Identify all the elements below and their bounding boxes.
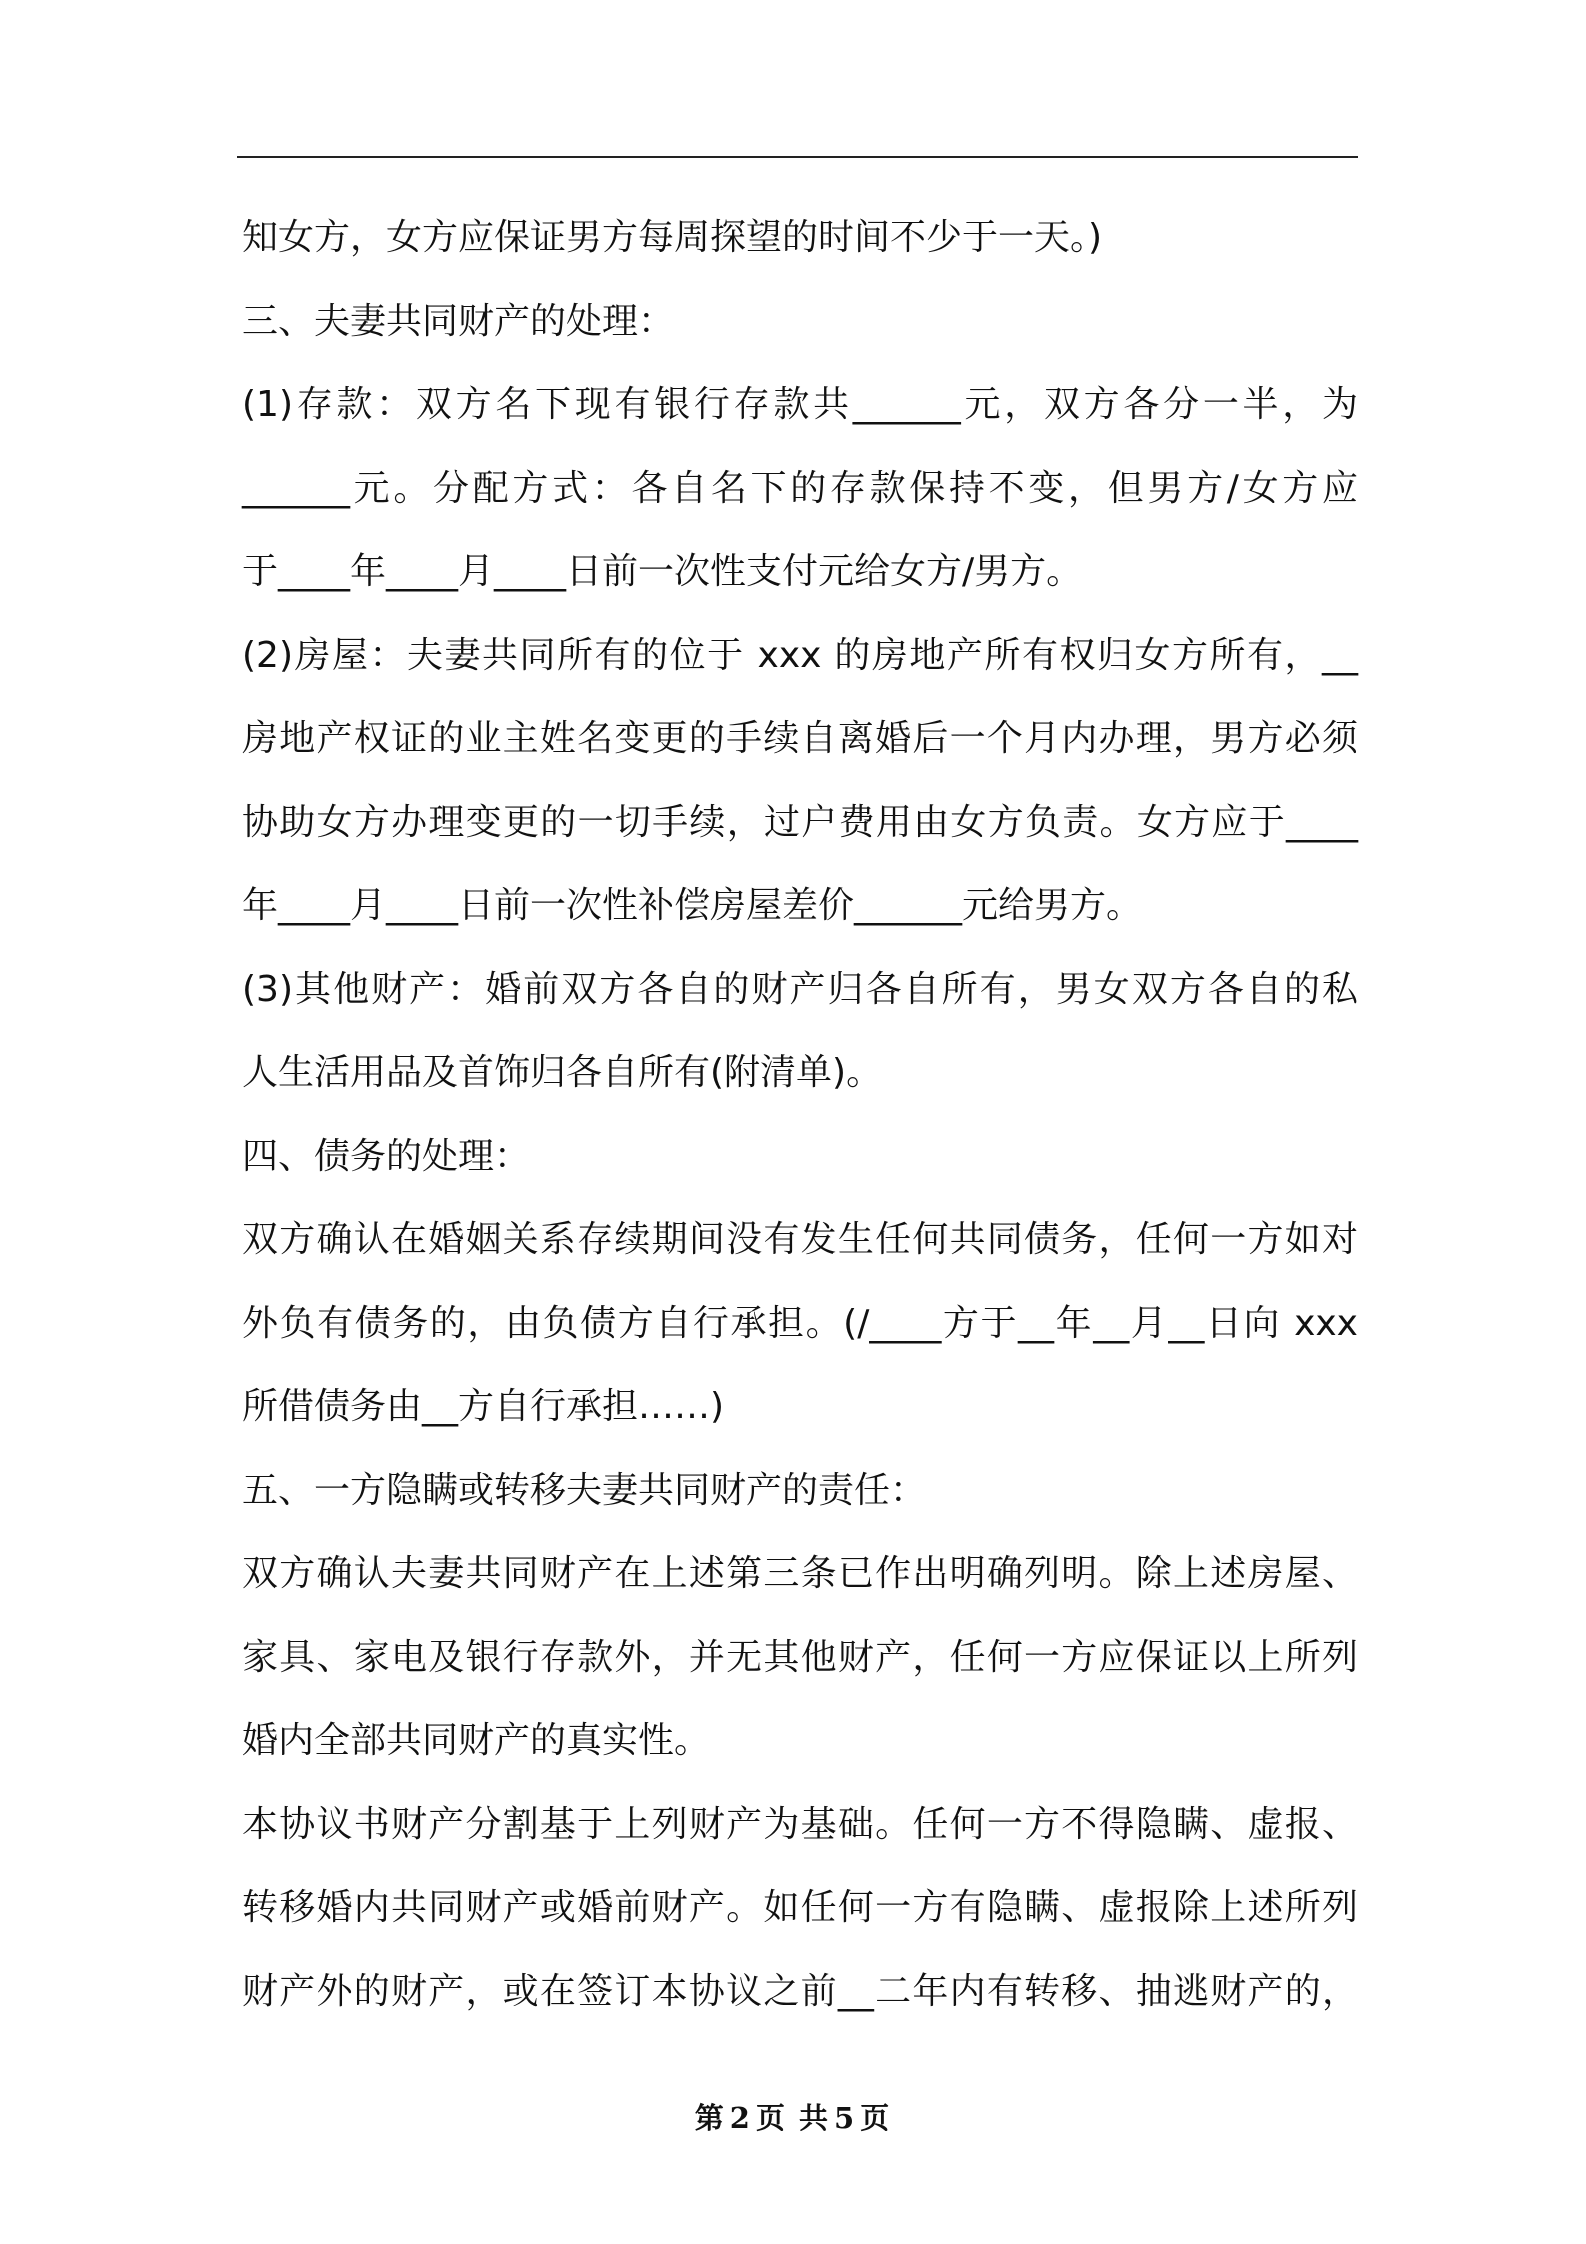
text-line: 房地产权证的业主姓名变更的手续自离婚后一个月内办理，男方必须 (242, 718, 1358, 759)
footer-current-page: 2 (729, 2101, 752, 2135)
footer-total-pages: 5 (834, 2101, 857, 2135)
text-line: 于____年____月____日前一次性支付元给女方/男方。 (242, 551, 1083, 592)
text-line: 三、夫妻共同财产的处理： (242, 300, 675, 342)
text-line: 人生活用品及首饰归各自所有(附清单)。 (242, 1052, 883, 1093)
text-line: 双方确认在婚姻关系存续期间没有发生任何共同债务，任何一方如对 (242, 1219, 1358, 1260)
text-line: 协助女方办理变更的一切手续，过户费用由女方负责。女方应于____ (242, 801, 1358, 843)
document-body (242, 196, 1358, 2033)
text-line: 财产外的财产，或在签订本协议之前__二年内有转移、抽逃财产的， (242, 1970, 1358, 2012)
text-line: 五、一方隐瞒或转移夫妻共同财产的责任： (242, 1469, 927, 1511)
footer-suffix: 页 (860, 2101, 892, 2135)
text-line: (3)其他财产：婚前双方各自的财产归各自所有，男女双方各自的私 (242, 968, 1358, 1010)
text-line: 婚内全部共同财产的真实性。 (242, 1720, 711, 1761)
footer-middle: 页 共 (755, 2101, 831, 2135)
text-line: 双方确认夫妻共同财产在上述第三条已作出明确列明。除上述房屋、 (242, 1553, 1358, 1594)
text-line: 四、债务的处理： (242, 1135, 531, 1177)
footer-prefix: 第 (694, 2101, 726, 2135)
text-line: 年____月____日前一次性补偿房屋差价______元给男方。 (242, 885, 1143, 926)
text-line: 所借债务由__方自行承担……) (242, 1386, 725, 1427)
text-line: 外负有债务的，由负债方自行承担。(/____方于__年__月__日向 xxx (242, 1302, 1358, 1344)
text-line: (2)房屋：夫妻共同所有的位于 xxx 的房地产所有权归女方所有，__ (242, 634, 1358, 676)
page-footer (0, 2096, 1586, 2137)
text-line: (1)存款：双方名下现有银行存款共______元，双方各分一半，为 (242, 384, 1358, 425)
text-line: 知女方，女方应保证男方每周探望的时间不少于一天。) (242, 217, 1103, 258)
header-rule (237, 156, 1358, 158)
text-line: 本协议书财产分割基于上列财产为基础。任何一方不得隐瞒、虚报、 (242, 1803, 1358, 1845)
text-line: 转移婚内共同财产或婚前财产。如任何一方有隐瞒、虚报除上述所列 (242, 1887, 1358, 1928)
text-line: ______元。分配方式：各自名下的存款保持不变，但男方/女方应 (242, 467, 1358, 509)
text-line: 家具、家电及银行存款外，并无其他财产，任何一方应保证以上所列 (242, 1636, 1358, 1678)
